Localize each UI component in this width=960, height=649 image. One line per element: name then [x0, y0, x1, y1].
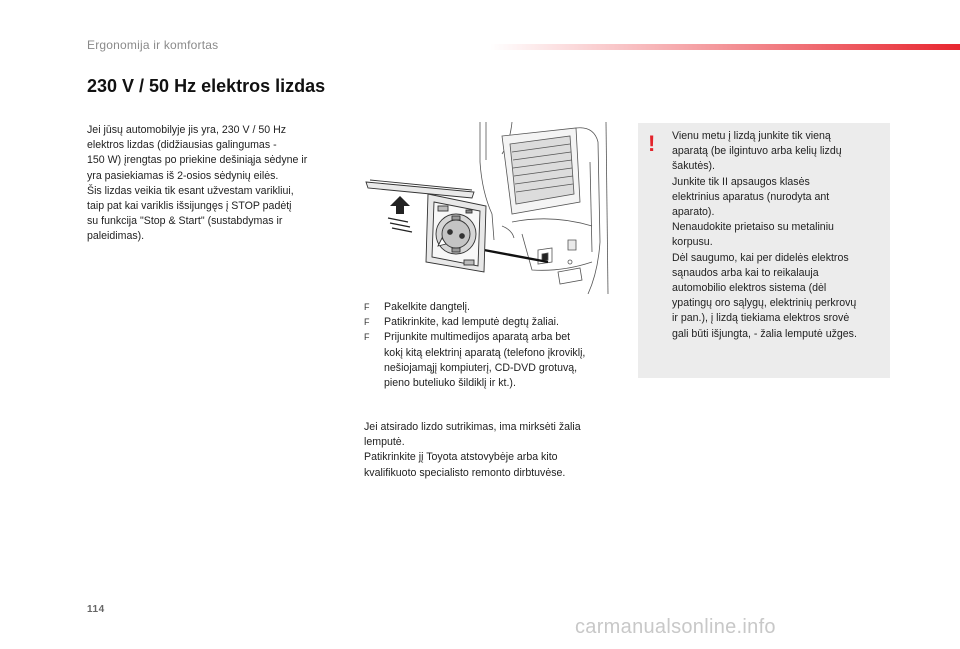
list-item — [364, 330, 620, 391]
step-text: nešiojamąjį kompiuterį, CD-DVD grotuvą, — [384, 361, 578, 374]
warning-box — [638, 123, 890, 378]
list-item — [364, 315, 620, 330]
intro-line: su funkcija "Stop & Start" (sustabdymas ir — [87, 215, 283, 228]
lift-arrow — [388, 196, 412, 232]
warning-line: Vienu metu į lizdą junkite tik vieną — [672, 130, 831, 142]
exclamation-icon: ! — [648, 131, 656, 156]
warning-line: gali būti išjungta, - žalia lemputė užges. — [672, 327, 857, 340]
warning-line: Nenaudokite prietaiso su metaliniu — [672, 221, 834, 234]
warning-line: aparatą (be ilgintuvo arba kelių lizdų — [672, 145, 842, 158]
step-text: Pakelkite dangtelį. — [384, 301, 470, 313]
warning-line: sąnaudos arba kai to reikalauja — [672, 266, 819, 279]
bullet-marker: F — [364, 317, 370, 328]
page-number: 114 — [87, 604, 105, 615]
warning-line: korpusu. — [672, 236, 713, 249]
header-accent-bar — [490, 44, 960, 50]
warning-text — [672, 129, 884, 342]
warning-line: Dėl saugumo, kai per didelės elektros — [672, 251, 849, 264]
note-line: Jei atsirado lizdo sutrikimas, ima mirksėti žalia — [364, 421, 581, 433]
warning-line: automobilio elektros sistema (dėl — [672, 282, 827, 295]
intro-line: elektros lizdas (didžiausias galingumas - — [87, 139, 277, 152]
bullet-marker: F — [364, 302, 370, 312]
intro-line: paleidimas). — [87, 230, 145, 243]
list-item — [364, 300, 620, 315]
steps-list — [364, 300, 620, 391]
note-line: Patikrinkite jį Toyota atstovybėje arba kito — [364, 451, 558, 464]
step-text: Prijunkite multimedijos aparatą arba bet — [384, 331, 571, 344]
malfunction-note — [364, 420, 620, 481]
warning-line: aparato). — [672, 206, 715, 219]
section-title: Ergonomija ir komfortas — [87, 38, 219, 52]
bullet-marker: F — [364, 332, 370, 343]
intro-line: Šis lizdas veikia tik esant užvestam varikliui, — [87, 184, 294, 197]
intro-line: yra pasiekiamas iš 2-osios sėdynių eilės. — [87, 169, 279, 182]
intro-line: taip pat kai variklis išsijungęs į STOP padėtį — [87, 200, 292, 213]
warning-line: Junkite tik II apsaugos klasės — [672, 175, 810, 188]
watermark: carmanualsonline.info — [575, 616, 776, 638]
warning-line: elektrinius aparatus (nurodyta ant — [672, 190, 830, 203]
note-line: lemputė. — [364, 436, 405, 449]
intro-paragraph — [87, 123, 347, 245]
step-text: kokį kitą elektrinį aparatą (telefono įkroviklį, — [384, 346, 586, 359]
intro-line: 150 W) įrengtas po priekine dešiniąja sėdyne ir — [87, 154, 308, 167]
warning-line: ir pan.), į lizdą tiekiama elektros srovė — [672, 312, 850, 325]
intro-line: Jei jūsų automobilyje jis yra, 230 V / 50 Hz — [87, 124, 287, 136]
socket-illustration-drawing — [362, 122, 612, 294]
socket-illustration — [362, 122, 612, 294]
note-line: kvalifikuoto specialisto remonto dirbtuvėse. — [364, 466, 566, 479]
warning-line: ypatingų oro sąlygų, elektrinių perkrovų — [672, 297, 857, 310]
page-heading: 230 V / 50 Hz elektros lizdas — [87, 76, 326, 96]
warning-line: šakutės). — [672, 160, 715, 173]
step-text: pieno buteliuko šildiklį ir kt.). — [384, 377, 516, 390]
step-text: Patikrinkite, kad lemputė degtų žaliai. — [384, 316, 559, 329]
